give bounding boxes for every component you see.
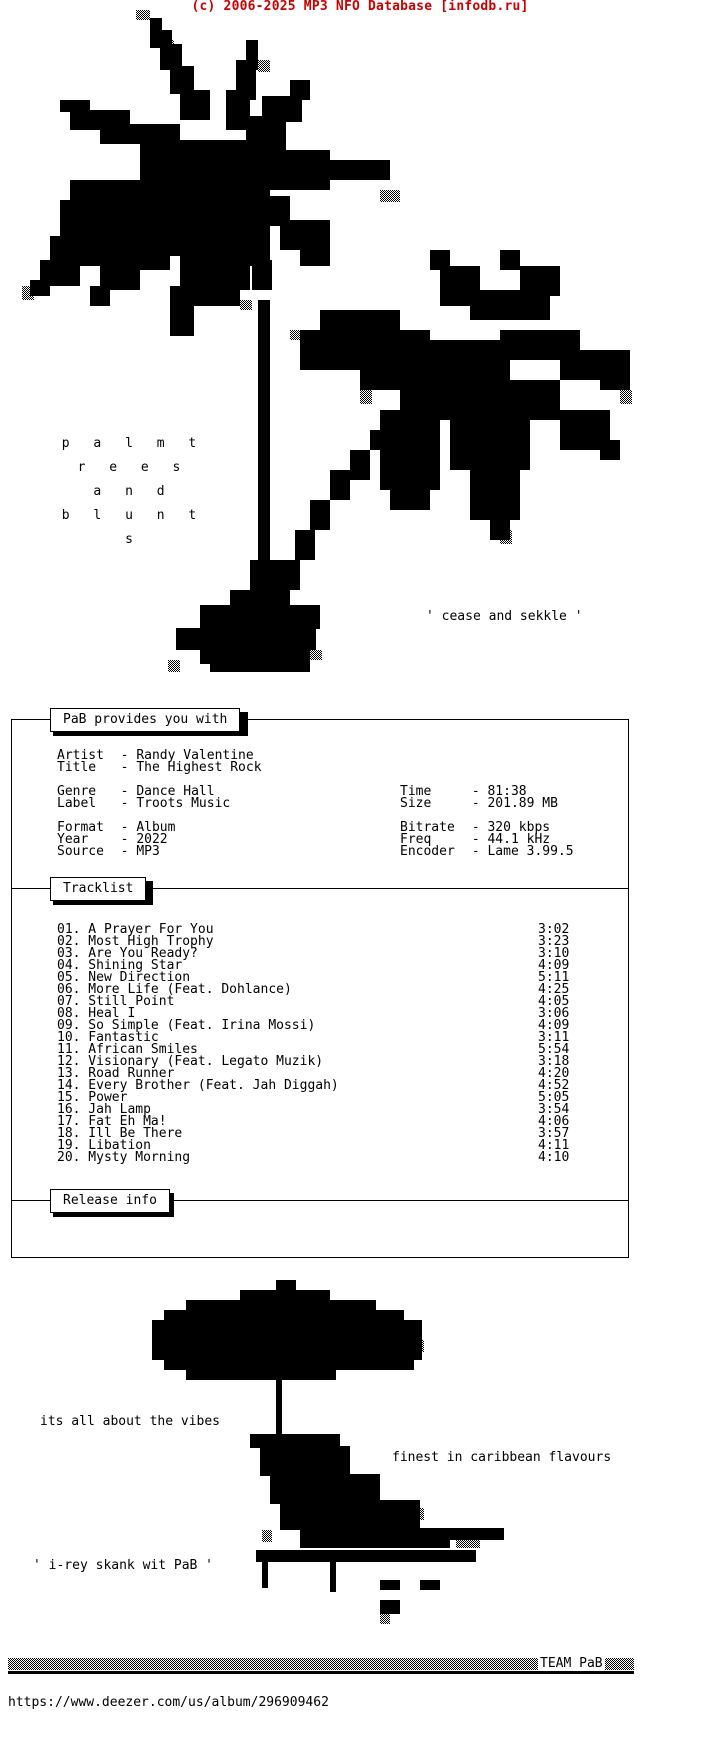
bitrate-value: 320 kbps [487, 820, 551, 835]
size-row: Size - 201.89 MB [400, 796, 558, 811]
source-row: Source - MP3 [57, 844, 160, 859]
team-label: TEAM PaB [540, 1656, 603, 1671]
time-value: 81:38 [487, 784, 527, 799]
team-underline [8, 1671, 634, 1674]
skank-caption: ' i-rey skank wit PaB ' [33, 1558, 214, 1573]
track-title: 02. Most High Trophy [57, 934, 214, 949]
genre-label: Genre [57, 784, 97, 799]
track-duration: 4:20 [538, 1066, 570, 1081]
tracklist-tab: Tracklist [50, 877, 146, 901]
track-duration: 3:02 [538, 922, 570, 937]
track-duration: 3:23 [538, 934, 570, 949]
track-title: 15. Power [57, 1090, 128, 1105]
bitrate-label: Bitrate [400, 820, 455, 835]
track-title: 09. So Simple (Feat. Irina Mossi) [57, 1018, 316, 1033]
track-title: 01. A Prayer For You [57, 922, 214, 937]
track-title: 08. Heal I [57, 1006, 136, 1021]
title-value: The Highest Rock [136, 760, 262, 775]
release-info-tab: Release info [50, 1189, 170, 1213]
encoder-label: Encoder [400, 844, 455, 859]
track-duration: 3:06 [538, 1006, 570, 1021]
beach-umbrella-art [0, 1280, 720, 1640]
track-title: 04. Shining Star [57, 958, 183, 973]
title-row: Title - The Highest Rock [57, 760, 262, 775]
genre-value: Dance Hall [136, 784, 215, 799]
track-title: 03. Are You Ready? [57, 946, 198, 961]
track-title: 05. New Direction [57, 970, 191, 985]
artist-value: Randy Valentine [136, 748, 254, 763]
year-label: Year [57, 832, 89, 847]
palm-text-line-2: a n d [93, 484, 173, 499]
label-label: Label [57, 796, 97, 811]
format-row: Format - Album [57, 820, 176, 835]
track-title: 12. Visionary (Feat. Legato Muzik) [57, 1054, 324, 1069]
track-duration: 5:11 [538, 970, 570, 985]
track-title: 20. Mysty Morning [57, 1150, 191, 1165]
freq-value: 44.1 kHz [487, 832, 551, 847]
track-duration: 4:52 [538, 1078, 570, 1093]
track-title: 19. Libation [57, 1138, 151, 1153]
track-duration: 3:57 [538, 1126, 570, 1141]
track-duration: 4:05 [538, 994, 570, 1009]
palm-trees-art [0, 10, 720, 710]
box-left-border [11, 719, 12, 1257]
label-value: Troots Music [136, 796, 231, 811]
track-duration: 4:25 [538, 982, 570, 997]
track-title: 07. Still Point [57, 994, 175, 1009]
track-duration: 4:10 [538, 1150, 570, 1165]
format-value: Album [136, 820, 176, 835]
time-row: Time - 81:38 [400, 784, 527, 799]
track-title: 16. Jah Lamp [57, 1102, 151, 1117]
track-title: 14. Every Brother (Feat. Jah Diggah) [57, 1078, 339, 1093]
box-bottom-border [11, 1257, 629, 1258]
freq-label: Freq [400, 832, 432, 847]
track-duration: 5:05 [538, 1090, 570, 1105]
source-label: Source [57, 844, 104, 859]
year-row: Year - 2022 [57, 832, 168, 847]
track-title: 13. Road Runner [57, 1066, 175, 1081]
track-title: 11. African Smiles [57, 1042, 198, 1057]
title-label: Title [57, 760, 97, 775]
vibes-caption: its all about the vibes [40, 1414, 221, 1429]
track-duration: 4:11 [538, 1138, 570, 1153]
freq-row: Freq - 44.1 kHz [400, 832, 551, 847]
size-value: 201.89 MB [487, 796, 558, 811]
artist-label: Artist [57, 748, 104, 763]
track-duration: 4:09 [538, 1018, 570, 1033]
genre-row: Genre - Dance Hall [57, 784, 215, 799]
track-duration: 4:09 [538, 958, 570, 973]
palm-text-line-3: b l u n t s [61, 508, 205, 547]
label-row: Label - Troots Music [57, 796, 231, 811]
encoder-row: Encoder - Lame 3.99.5 [400, 844, 574, 859]
track-duration: 3:10 [538, 946, 570, 961]
source-url-link[interactable]: https://www.deezer.com/us/album/296909462 [8, 1695, 329, 1710]
track-title: 17. Fat Eh Ma! [57, 1114, 167, 1129]
size-label: Size [400, 796, 432, 811]
year-value: 2022 [136, 832, 168, 847]
track-title: 18. Ill Be There [57, 1126, 183, 1141]
bitrate-row: Bitrate - 320 kbps [400, 820, 551, 835]
copyright-header: (c) 2006-2025 MP3 NFO Database [infodb.ru] [191, 0, 529, 14]
track-title: 06. More Life (Feat. Dohlance) [57, 982, 292, 997]
palm-text-line-1: p a l m t r e e s [61, 436, 205, 475]
track-duration: 4:06 [538, 1114, 570, 1129]
box-right-border [628, 719, 629, 1257]
track-title: 10. Fantastic [57, 1030, 159, 1045]
cease-caption: ' cease and sekkle ' [426, 609, 583, 624]
track-duration: 3:11 [538, 1030, 570, 1045]
source-value: MP3 [136, 844, 160, 859]
time-label: Time [400, 784, 432, 799]
track-duration: 5:54 [538, 1042, 570, 1057]
artist-row: Artist - Randy Valentine [57, 748, 254, 763]
track-duration: 3:18 [538, 1054, 570, 1069]
provides-tab: PaB provides you with [50, 708, 240, 732]
encoder-value: Lame 3.99.5 [487, 844, 574, 859]
track-duration: 3:54 [538, 1102, 570, 1117]
palm-trees-caption [48, 432, 218, 552]
format-label: Format [57, 820, 104, 835]
caribbean-caption: finest in caribbean flavours [392, 1450, 612, 1465]
